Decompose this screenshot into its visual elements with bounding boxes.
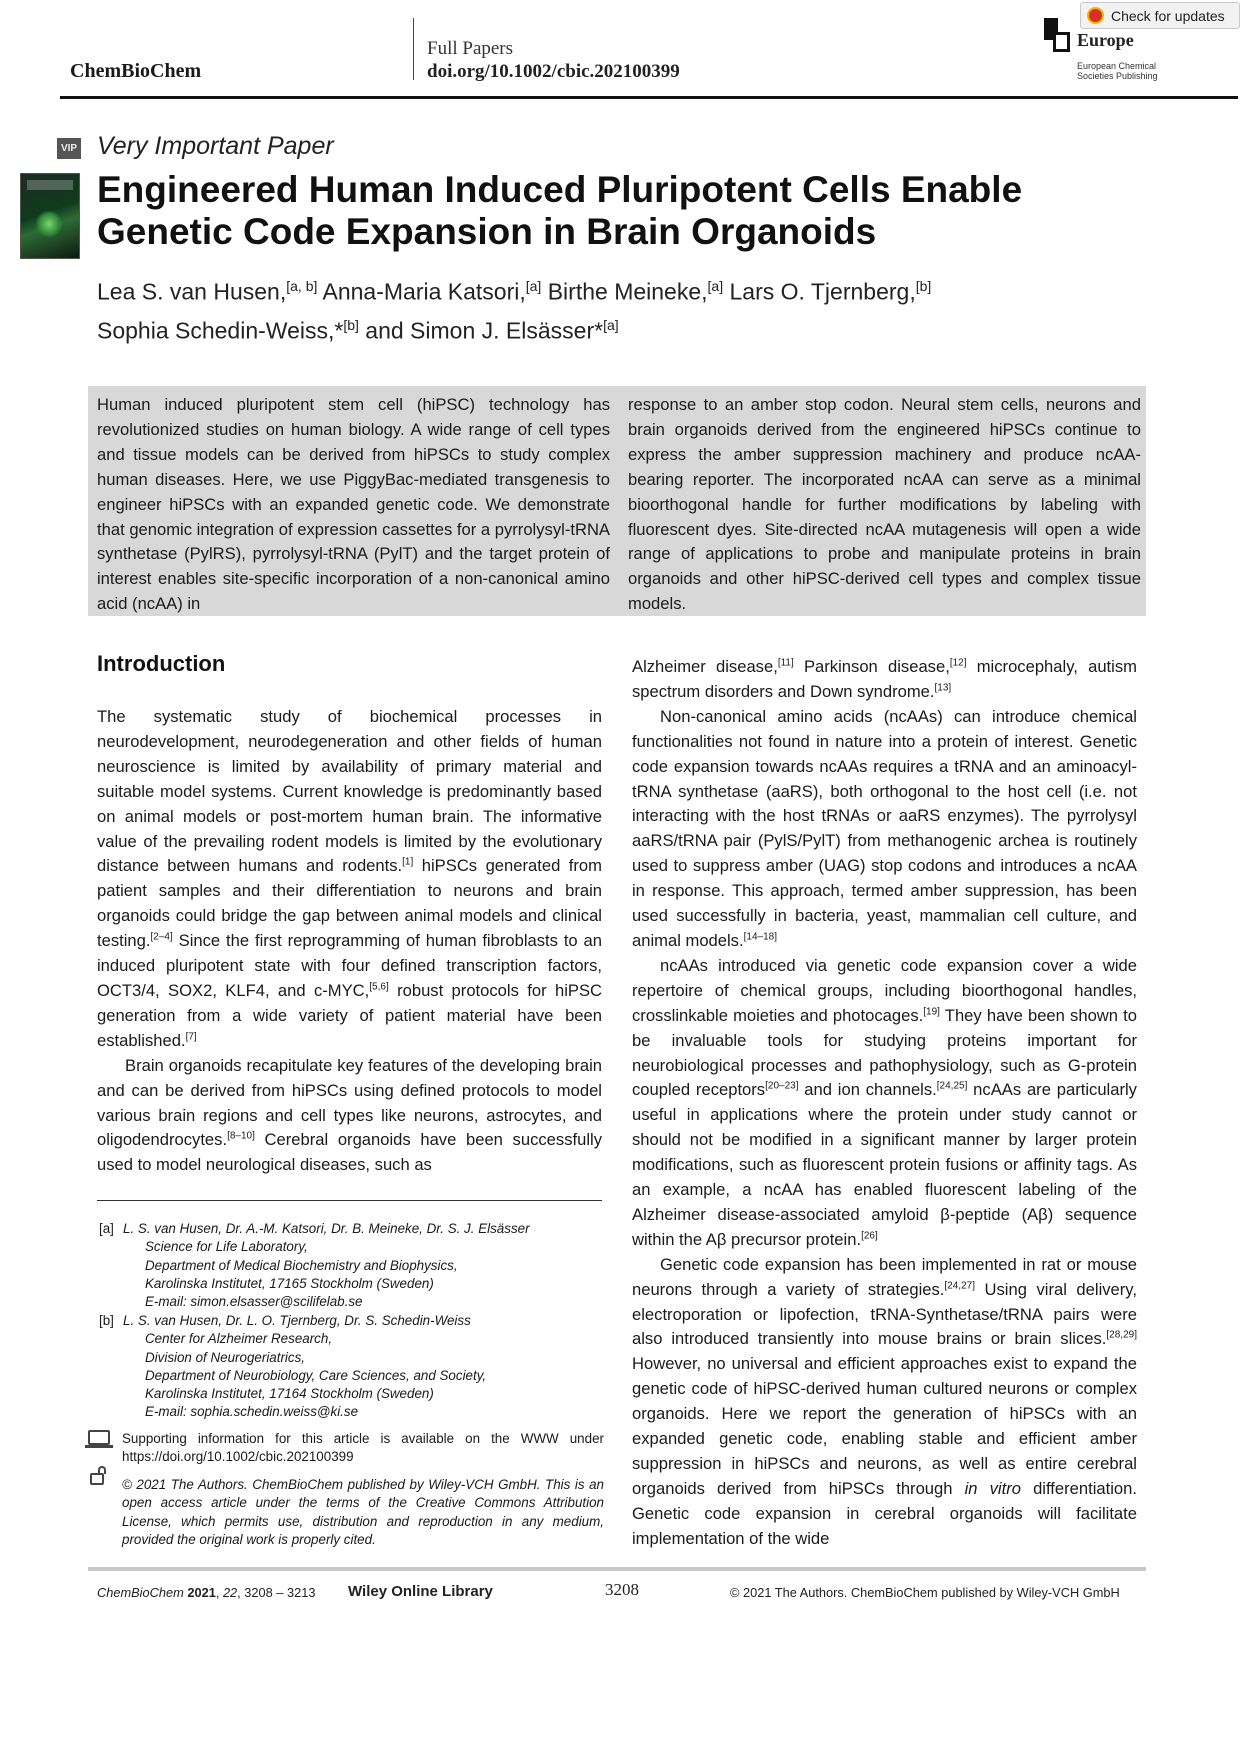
citation[interactable]: [2–4] (150, 931, 173, 943)
text-run: Genetic code expansion has been implemented in rat or mouse neurons through a variety of strategies. (632, 1254, 1137, 1299)
paragraph (97, 1054, 602, 1179)
footer-volume: 22 (222, 1585, 238, 1600)
author-affiliation: [b] (915, 278, 932, 294)
affiliation-line: Karolinska Institutet, 17164 Stockholm (Sweden) (145, 1386, 434, 1402)
text-run: Parkinson disease, (793, 657, 950, 676)
author-affiliation: [a] (707, 278, 724, 294)
citation[interactable]: [24,25] (936, 1080, 968, 1092)
paragraph (632, 1253, 1137, 1552)
affiliation-line: Karolinska Institutet, 17165 Stockholm (Sweden) (145, 1275, 434, 1291)
text-run: Since the first reprogramming of human fibroblasts to an induced pluripotent state with four defined transcription factors, OCT3/4, SOX2, KLF4, and c-MYC, (97, 931, 602, 1000)
affiliation-a (99, 1220, 604, 1312)
author-affiliation: [a] (603, 316, 619, 333)
header-rule (60, 96, 1238, 99)
introduction-heading: Introduction (97, 651, 226, 676)
author-name: Sophia Schedin-Weiss,* (97, 317, 344, 344)
body-column-left (97, 705, 602, 1178)
title-line-2: Genetic Code Expansion in Brain Organoids (97, 211, 877, 252)
author-name: Anna-Maria Katsori, (322, 278, 526, 305)
affiliation-line: L. S. van Husen, Dr. A.-M. Katsori, Dr. B. Meineke, Dr. S. J. Elsässer (123, 1221, 530, 1236)
publisher-name: Europe (1077, 30, 1134, 50)
vip-badge: VIP (57, 138, 81, 159)
citation[interactable]: [24,27] (944, 1280, 975, 1292)
text-run: The systematic study of biochemical processes in neurodevelopment, neurodegeneration and other fields of human neuroscience is limited by availability of primary material and suitable model systems. Current knowledge is predominantly based on animal models or post-mortem human brain. The informative value of the prevailing rodent models is limited by the evolutionary distance between humans and rodents. (97, 707, 602, 876)
affiliation-line: Center for Alzheimer Research, (145, 1331, 333, 1347)
affiliation-line: Science for Life Laboratory, (145, 1239, 308, 1255)
footer-copyright: © 2021 The Authors. ChemBioChem published by Wiley-VCH GmbH (730, 1585, 1120, 1600)
check-for-updates-label: Check for updates (1111, 7, 1225, 24)
article-category: Very Important Paper (97, 132, 334, 160)
author-name: Lars O. Tjernberg, (729, 278, 916, 305)
publisher-subtitle-1: European Chemical (1077, 61, 1157, 71)
text-run: However, no universal and efficient approaches exist to expand the genetic code of hiPSC-derived human cultured neurons or complex organoids. Here we report the generation of hiPSCs with an expanded genetic code, enabling stable and efficient amber suppression in hiPSCs and neurons, as well as entire cerebral organoids derived from hiPSCs through (632, 1354, 1137, 1498)
affiliation-line: L. S. van Husen, Dr. L. O. Tjernberg, Dr. S. Schedin-Weiss (123, 1313, 471, 1328)
citation[interactable]: [1] (402, 856, 414, 868)
doi-link[interactable]: doi.org/10.1002/cbic.202100399 (427, 61, 680, 82)
author-name: Lea S. van Husen, (97, 278, 287, 305)
wiley-online-library-link[interactable]: Wiley Online Library (348, 1583, 493, 1600)
author-list (97, 270, 1197, 347)
text-run: They have been shown to be invaluable tools for studying proteins important for neurobiological processes and pathophysiology, such as G-protein coupled receptors (632, 1005, 1137, 1100)
citation[interactable]: [14–18] (743, 931, 777, 943)
paragraph (632, 954, 1137, 1253)
citation[interactable]: [12] (949, 657, 967, 669)
text-run: ncAAs introduced via genetic code expansion cover a wide repertoire of chemical groups, including bioorthogonal handles, crosslinkable moieties and photocages. (632, 955, 1137, 1025)
footnote-rule (97, 1200, 602, 1201)
affiliation-b (99, 1312, 604, 1422)
affiliation-text (123, 1220, 603, 1311)
text-run: differentiation. Genetic code expansion in cerebral organoids will facilitate implementation of the wide (632, 1478, 1138, 1548)
affiliation-label: [a] (99, 1221, 114, 1236)
text-run: ncAAs are particularly useful in applications where the protein under study cannot or should not be modified in a significant manner by larger protein modifications, such as fluorescent protein fusions or affinity tags. As an example, a ncAA has enabled fluorescent labeling of the Alzheimer disease-associated amyloid β-peptide (Aβ) sequence within the Aβ precursor protein. (632, 1080, 1137, 1249)
license-notice: © 2021 The Authors. ChemBioChem published by Wiley-VCH GmbH. This is an open access article under the terms of the Creative Commons Attribution License, which permits use, distribution and reproduction in any medium, provided the original work is properly cited. (122, 1477, 604, 1547)
citation[interactable]: [28,29] (1106, 1329, 1137, 1341)
abstract-column-left: Human induced pluripotent stem cell (hiPSC) technology has revolutionized studies on human biology. A wide range of cell types and tissue models can be derived from hiPSCs to study complex human diseases. Here, we use PiggyBac-mediated transgenesis to engineer hiPSCs with an expanded genetic code. We demonstrate that genomic integration of expression cassettes for a pyrrolysyl-tRNA synthetase (PylRS), pyrrolysyl-tRNA (PylT) and the target protein of interest enables site-specific incorporation of a non-canonical amino acid (ncAA) in (97, 395, 610, 614)
author-name: Birthe Meineke, (547, 278, 708, 305)
author-affiliation: [a] (525, 278, 542, 294)
author-affiliation: [b] (343, 316, 359, 333)
text-run: Alzheimer disease, (632, 657, 778, 676)
citation[interactable]: [7] (185, 1031, 197, 1043)
text-run: hiPSCs generated from patient samples and their differentiation to neurons and brain organoids could bridge the gap between animal models and clinical testing. (97, 856, 602, 951)
footer-year: 2021 (187, 1585, 216, 1600)
paragraph (97, 705, 602, 1054)
text-run: Brain organoids recapitulate key features of the developing brain and can be derived from hiPSCs using defined protocols to model various brain regions and cell types like neurons, astrocytes, and oligodendrocytes. (97, 1055, 602, 1150)
text-run-italic: in vitro (964, 1478, 1021, 1498)
article-title (97, 169, 1197, 253)
footer-rule (88, 1567, 1146, 1571)
chemistry-europe-logo-icon (1044, 18, 1070, 52)
author-name: and Simon J. Elsässer* (365, 317, 604, 344)
footer-pages: , 3208 – 3213 (237, 1585, 316, 1600)
paragraph (632, 655, 1137, 705)
title-line-1: Engineered Human Induced Pluripotent Cells Enable (97, 169, 1023, 210)
paragraph (632, 705, 1137, 954)
text-run: robust protocols for hiPSC generation from a wide variety of patient material have been established. (97, 980, 602, 1050)
abstract-column-right: response to an amber stop codon. Neural stem cells, neurons and brain organoids derived from the engineered hiPSCs continue to express the amber suppression machinery and produce ncAA-bearing reporter. The incorporated ncAA can serve as a minimal bioorthogonal handle for further modifications by labeling with fluorescent dyes. Site-directed ncAA mutagenesis will open a wide range of applications to probe and manipulate proteins in brain organoids and other hiPSC-derived cell types and complex tissue models. (628, 395, 1141, 614)
email-link[interactable]: E-mail: sophia.schedin.weiss@ki.se (145, 1404, 359, 1420)
supporting-information[interactable]: Supporting information for this article is available on the WWW under https://doi.org/10.1002/cbic.202100399 (122, 1431, 604, 1465)
open-access-lock-icon (90, 1473, 104, 1485)
citation[interactable]: [19] (923, 1006, 940, 1018)
journal-cover-thumbnail[interactable] (20, 173, 80, 259)
footer-citation: ChemBioChem 2021, 22, 3208 – 3213 (97, 1585, 316, 1600)
text-run: microcephaly, autism spectrum disorders and Down syndrome. (632, 657, 1137, 701)
text-run: Cerebral organoids have been successfully used to model neurological diseases, such as (97, 1130, 602, 1175)
affiliation-line: Department of Neurobiology, Care Sciences, and Society, (145, 1367, 487, 1383)
citation[interactable]: [26] (861, 1230, 878, 1242)
citation[interactable]: [8–10] (227, 1130, 255, 1142)
affiliation-text (123, 1312, 603, 1422)
page-number: 3208 (605, 1580, 639, 1599)
check-for-updates-button[interactable] (1080, 2, 1240, 29)
affiliation-line: Department of Medical Biochemistry and Biophysics, (145, 1257, 458, 1273)
abstract-box (88, 386, 1146, 616)
affiliation-line: Division of Neurogeriatrics, (145, 1349, 306, 1365)
citation[interactable]: [20–23] (765, 1080, 799, 1092)
footer-journal: ChemBioChem (97, 1585, 184, 1600)
email-link[interactable]: E-mail: simon.elsasser@scilifelab.se (145, 1294, 363, 1310)
publisher-subtitle-2: Societies Publishing (1077, 71, 1158, 81)
text-run: and ion channels. (798, 1080, 937, 1100)
laptop-icon (88, 1430, 110, 1445)
citation[interactable]: [5,6] (369, 981, 389, 993)
affiliation-label: [b] (99, 1313, 114, 1328)
text-run: Non-canonical amino acids (ncAAs) can introduce chemical functionalities not found in nature into a protein of interest. Genetic code expansion towards ncAAs requires a tRNA and an aminoacyl-tRNA synthetase (aaRS), both orthogonal to the host cell (i.e. not interacting with the host tRNAs or aaRS enzymes). The pyrrolysyl aaRS/tRNA pair (PylS/PylT) from methanogenic archea is routinely used to suppress amber (UAG) stop codons and introduces a ncAA in response. This approach, termed amber suppression, has been used successfully in bacteria, yeast, mammalian cell culture, and animal models. (632, 706, 1137, 950)
crossmark-icon (1087, 7, 1104, 24)
text-run: Using viral delivery, electroporation or lipofection, tRNA-Synthetase/tRNA pairs were also introduced transiently into mouse brains or brain slices. (632, 1279, 1137, 1349)
citation[interactable]: [11] (777, 657, 794, 669)
header-separator (413, 18, 414, 80)
body-column-right (632, 655, 1137, 1552)
section-label: Full Papers (427, 38, 514, 59)
citation[interactable]: [13] (934, 682, 952, 694)
author-affiliation: [a, b] (286, 278, 318, 294)
journal-name: ChemBioChem (70, 60, 202, 82)
